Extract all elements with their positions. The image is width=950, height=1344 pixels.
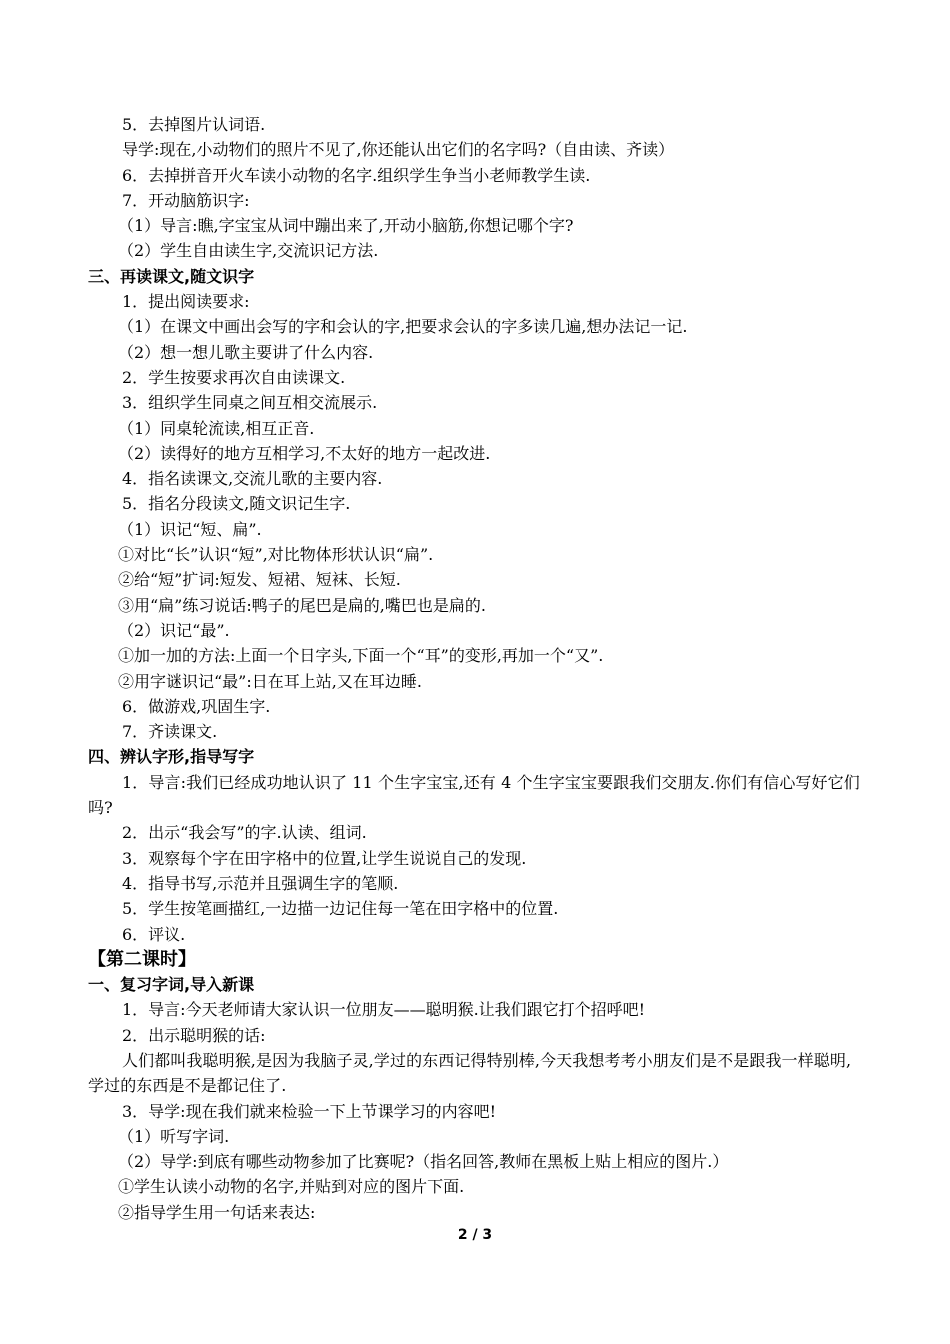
- text-line: ①学生认读小动物的名字,并贴到对应的图片下面.: [118, 1177, 465, 1197]
- text-line: 导学:现在,小动物们的照片不见了,你还能认出它们的名字吗?（自由读、齐读）: [122, 140, 675, 160]
- text-line: 3．观察每个字在田字格中的位置,让学生说说自己的发现.: [122, 848, 527, 868]
- text-line: 7．开动脑筋识字:: [122, 190, 250, 210]
- text-line: （1）听写字词.: [118, 1126, 230, 1146]
- text-line: 1．导言:我们已经成功地认识了 11 个生字宝宝,还有 4 个生字宝宝要跟我们交朋友.你们有信心写好它们吗?: [88, 772, 860, 818]
- text-line: 5．学生按笔画描红,一边描一边记住每一笔在田字格中的位置.: [122, 899, 559, 919]
- text-line: 3．导学:现在我们就来检验一下上节课学习的内容吧!: [122, 1101, 497, 1121]
- text-line: （1）在课文中画出会写的字和会认的字,把要求会认的字多读几遍,想办法记一记.: [118, 317, 688, 337]
- text-line: （2）导学:到底有哪些动物参加了比赛呢?（指名回答,教师在黑板上贴上相应的图片.）: [118, 1152, 729, 1172]
- section-heading: 三、再读课文,随文识字: [88, 266, 255, 286]
- section-heading: 四、辨认字形,指导写字: [88, 747, 255, 767]
- text-line: 2．出示“我会写”的字.认读、组词.: [122, 823, 367, 843]
- text-line: 5．去掉图片认词语.: [122, 115, 266, 134]
- text-line: （2）学生自由读生字,交流识记方法.: [118, 241, 379, 261]
- section-heading: 一、复习字词,导入新课: [88, 975, 255, 995]
- text-line: 6．评议.: [122, 924, 186, 944]
- text-line: 6．去掉拼音开火车读小动物的名字.组织学生争当小老师教学生读.: [122, 165, 591, 185]
- text-line: （1）同桌轮流读,相互正音.: [118, 418, 315, 438]
- text-line: 人们都叫我聪明猴,是因为我脑子灵,学过的东西记得特别棒,今天我想考考小朋友们是不是跟我一样聪明,学过的东西是不是都记住了.: [88, 1050, 852, 1096]
- text-line: （1）识记“短、扁”.: [118, 519, 262, 539]
- text-line: ①加一加的方法:上面一个日字头,下面一个“耳”的变形,再加一个“又”.: [118, 646, 604, 666]
- text-line: （2）想一想儿歌主要讲了什么内容.: [118, 342, 374, 362]
- text-line: （2）读得好的地方互相学习,不太好的地方一起改进.: [118, 443, 491, 463]
- section-heading: 【第二课时】: [88, 948, 196, 970]
- text-line: （2）识记“最”.: [118, 620, 230, 640]
- text-line: 2．学生按要求再次自由读课文.: [122, 367, 346, 387]
- text-line: 7．齐读课文.: [122, 722, 218, 742]
- text-line: 6．做游戏,巩固生字.: [122, 696, 271, 716]
- text-line: ②给“短”扩词:短发、短裙、短袜、长短.: [118, 570, 401, 590]
- text-line: 1．导言:今天老师请大家认识一位朋友——聪明猴.让我们跟它打个招呼吧!: [122, 1000, 646, 1020]
- text-line: ②用字谜识记“最”:日在耳上站,又在耳边睡.: [118, 671, 422, 691]
- text-line: ②指导学生用一句话来表达:: [118, 1202, 316, 1222]
- text-line: ①对比“长”认识“短”,对比物体形状认识“扁”.: [118, 545, 434, 565]
- document-body: [88, 112, 868, 1225]
- text-line: 4．指导书写,示范并且强调生字的笔顺.: [122, 873, 399, 893]
- text-line: 2．出示聪明猴的话:: [122, 1025, 266, 1045]
- text-line: 4．指名读课文,交流儿歌的主要内容.: [122, 469, 383, 489]
- page-number: 2 / 3: [457, 1227, 493, 1243]
- text-line: 1．提出阅读要求:: [122, 292, 250, 312]
- text-line: 5．指名分段读文,随文识记生字.: [122, 494, 351, 514]
- text-line: ③用“扁”练习说话:鸭子的尾巴是扁的,嘴巴也是扁的.: [118, 595, 486, 615]
- text-line: 3．组织学生同桌之间互相交流展示.: [122, 393, 378, 413]
- text-line: （1）导言:瞧,字宝宝从词中蹦出来了,开动小脑筋,你想记哪个字?: [118, 216, 574, 236]
